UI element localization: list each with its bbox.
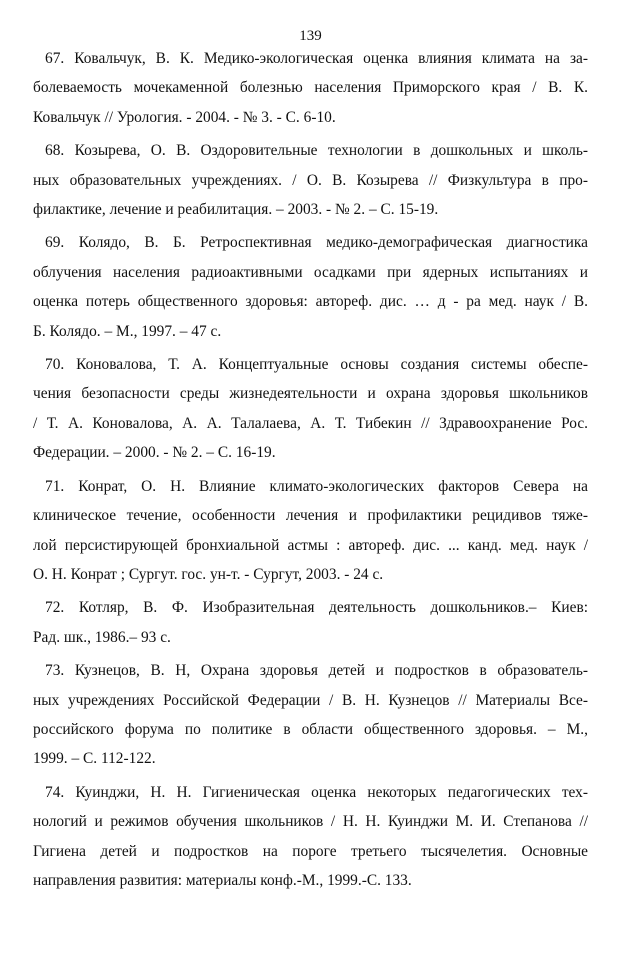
reference-entry: [33, 656, 588, 774]
reference-line: 1999. – С. 112-122.: [33, 750, 156, 768]
reference-line: 67. Ковальчук, В. К. Медико-экологическая оценка влияния климата на за-: [45, 50, 588, 67]
reference-entry: [33, 472, 588, 590]
reference-line: 70. Коновалова, Т. А. Концептуальные основы создания системы обеспе-: [45, 356, 588, 374]
reference-line: российского форума по политике в области общественного здоровья. – М.,: [33, 720, 588, 738]
reference-entry: [33, 44, 588, 132]
reference-line: чения безопасности среды жизнедеятельности и охрана здоровья школьников: [33, 385, 588, 403]
reference-entry: [33, 350, 588, 468]
reference-line: Рад. шк., 1986.– 93 с.: [33, 628, 171, 646]
reference-line: нологий и режимов обучения школьников / Н. Н. Куинджи М. И. Степанова //: [33, 813, 588, 831]
reference-line: Гигиена детей и подростков на пороге третьего тысячелетия. Основные: [33, 842, 588, 860]
reference-line: лой персистирующей бронхиальной астмы : автореф. дис. ... канд. мед. наук /: [33, 536, 588, 554]
reference-list: [33, 44, 588, 899]
reference-line: филактике, лечение и реабилитация. – 2003. - № 2. – С. 15-19.: [33, 201, 439, 219]
reference-line: Б. Колядо. – М., 1997. – 47 с.: [33, 322, 222, 340]
reference-line: болеваемость мочекаменной болезнью населения Приморского края / В. К.: [33, 79, 588, 97]
reference-line: 72. Котляр, В. Ф. Изобразительная деятельность дошкольников.– Киев:: [45, 599, 588, 617]
reference-line: 73. Кузнецов, В. Н, Охрана здоровья детей и подростков в образователь-: [45, 662, 588, 680]
reference-entry: [33, 593, 588, 652]
reference-entry: [33, 778, 588, 896]
reference-line: / Т. А. Коновалова, А. А. Талалаева, А. Т. Тибекин // Здравоохранение Рос.: [33, 414, 588, 432]
reference-entry: [33, 228, 588, 346]
reference-line: О. Н. Конрат ; Сургут. гос. ун-т. - Сургут, 2003. - 24 с.: [33, 565, 384, 583]
reference-line: Федерации. – 2000. - № 2. – С. 16-19.: [33, 444, 276, 462]
reference-line: ных учреждениях Российской Федерации / В. Н. Кузнецов // Материалы Все-: [33, 691, 588, 709]
reference-line: клиническое течение, особенности лечения и профилактики рецидивов тяже-: [33, 507, 588, 525]
reference-line: ных образовательных учреждениях. / О. В. Козырева // Физкультура в про-: [33, 171, 588, 189]
reference-line: направления развития: материалы конф.-М., 1999.-С. 133.: [33, 871, 412, 889]
reference-line: 74. Куинджи, Н. Н. Гигиеническая оценка некоторых педагогических тех-: [45, 783, 588, 801]
reference-line: облучения населения радиоактивными осадками при ядерных испытаниях и: [33, 263, 588, 281]
reference-line: 71. Конрат, О. Н. Влияние климато-экологических факторов Севера на: [45, 477, 588, 495]
reference-line: Ковальчук // Урология. - 2004. - № 3. - С. 6-10.: [33, 108, 336, 126]
reference-line: 69. Колядо, В. Б. Ретроспективная медико-демографическая диагностика: [45, 234, 588, 252]
reference-entry: [33, 136, 588, 224]
reference-line: оценка потерь общественного здоровья: автореф. дис. … д - ра мед. наук / В.: [33, 293, 588, 311]
reference-line: 68. Козырева, О. В. Оздоровительные технологии в дошкольных и школь-: [45, 142, 588, 160]
page-number: 139: [299, 28, 322, 44]
